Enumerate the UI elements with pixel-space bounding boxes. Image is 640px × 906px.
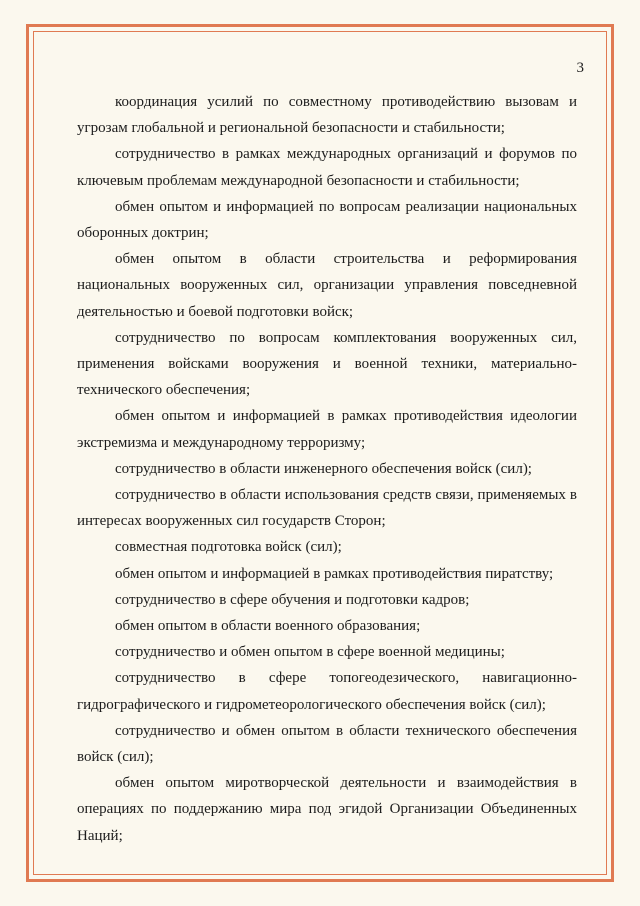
document-body xyxy=(77,89,577,849)
paragraph: сотрудничество в сфере топогеодезического, навигационно-гидрографического и гидрометеорологического обеспечения войск (сил); xyxy=(77,670,577,713)
paragraph: сотрудничество в сфере обучения и подготовки кадров; xyxy=(115,591,470,608)
paragraph: совместная подготовка войск (сил); xyxy=(115,539,342,556)
paragraph: сотрудничество в области использования средств связи, применяемых в интересах вооруженных сил государств Сторон; xyxy=(77,487,577,530)
paragraph: обмен опытом в области военного образования; xyxy=(115,618,421,635)
page-number: 3 xyxy=(576,60,584,76)
paragraph: сотрудничество в рамках международных организаций и форумов по ключевым проблемам международной безопасности и стабильности; xyxy=(77,146,577,189)
paragraph: обмен опытом и информацией в рамках противодействия идеологии экстремизма и международному терроризму; xyxy=(77,408,577,451)
paragraph: обмен опытом и информацией по вопросам реализации национальных оборонных доктрин; xyxy=(77,198,577,242)
paragraph: сотрудничество по вопросам комплектования вооруженных сил, применения войсками вооружения и военной техники, материально-технического обеспечения; xyxy=(77,329,577,399)
paragraph: сотрудничество и обмен опытом в области технического обеспечения войск (сил); xyxy=(77,722,577,766)
paragraph: сотрудничество в области инженерного обеспечения войск (сил); xyxy=(115,460,532,477)
paragraph: обмен опытом в области строительства и реформирования национальных вооруженных сил, организации управления повседневной деятельностью и боевой подготовки войск; xyxy=(77,251,577,320)
paragraph: обмен опытом миротворческой деятельности и взаимодействия в операциях по поддержанию мира под эгидой Организации Объединенных Наций; xyxy=(77,775,577,844)
paragraph: координация усилий по совместному противодействию вызовам и угрозам глобальной и региональной безопасности и стабильности; xyxy=(77,94,577,137)
paragraph: обмен опытом и информацией в рамках противодействия пиратству; xyxy=(115,565,554,582)
paragraph: сотрудничество и обмен опытом в сфере военной медицины; xyxy=(115,644,505,661)
